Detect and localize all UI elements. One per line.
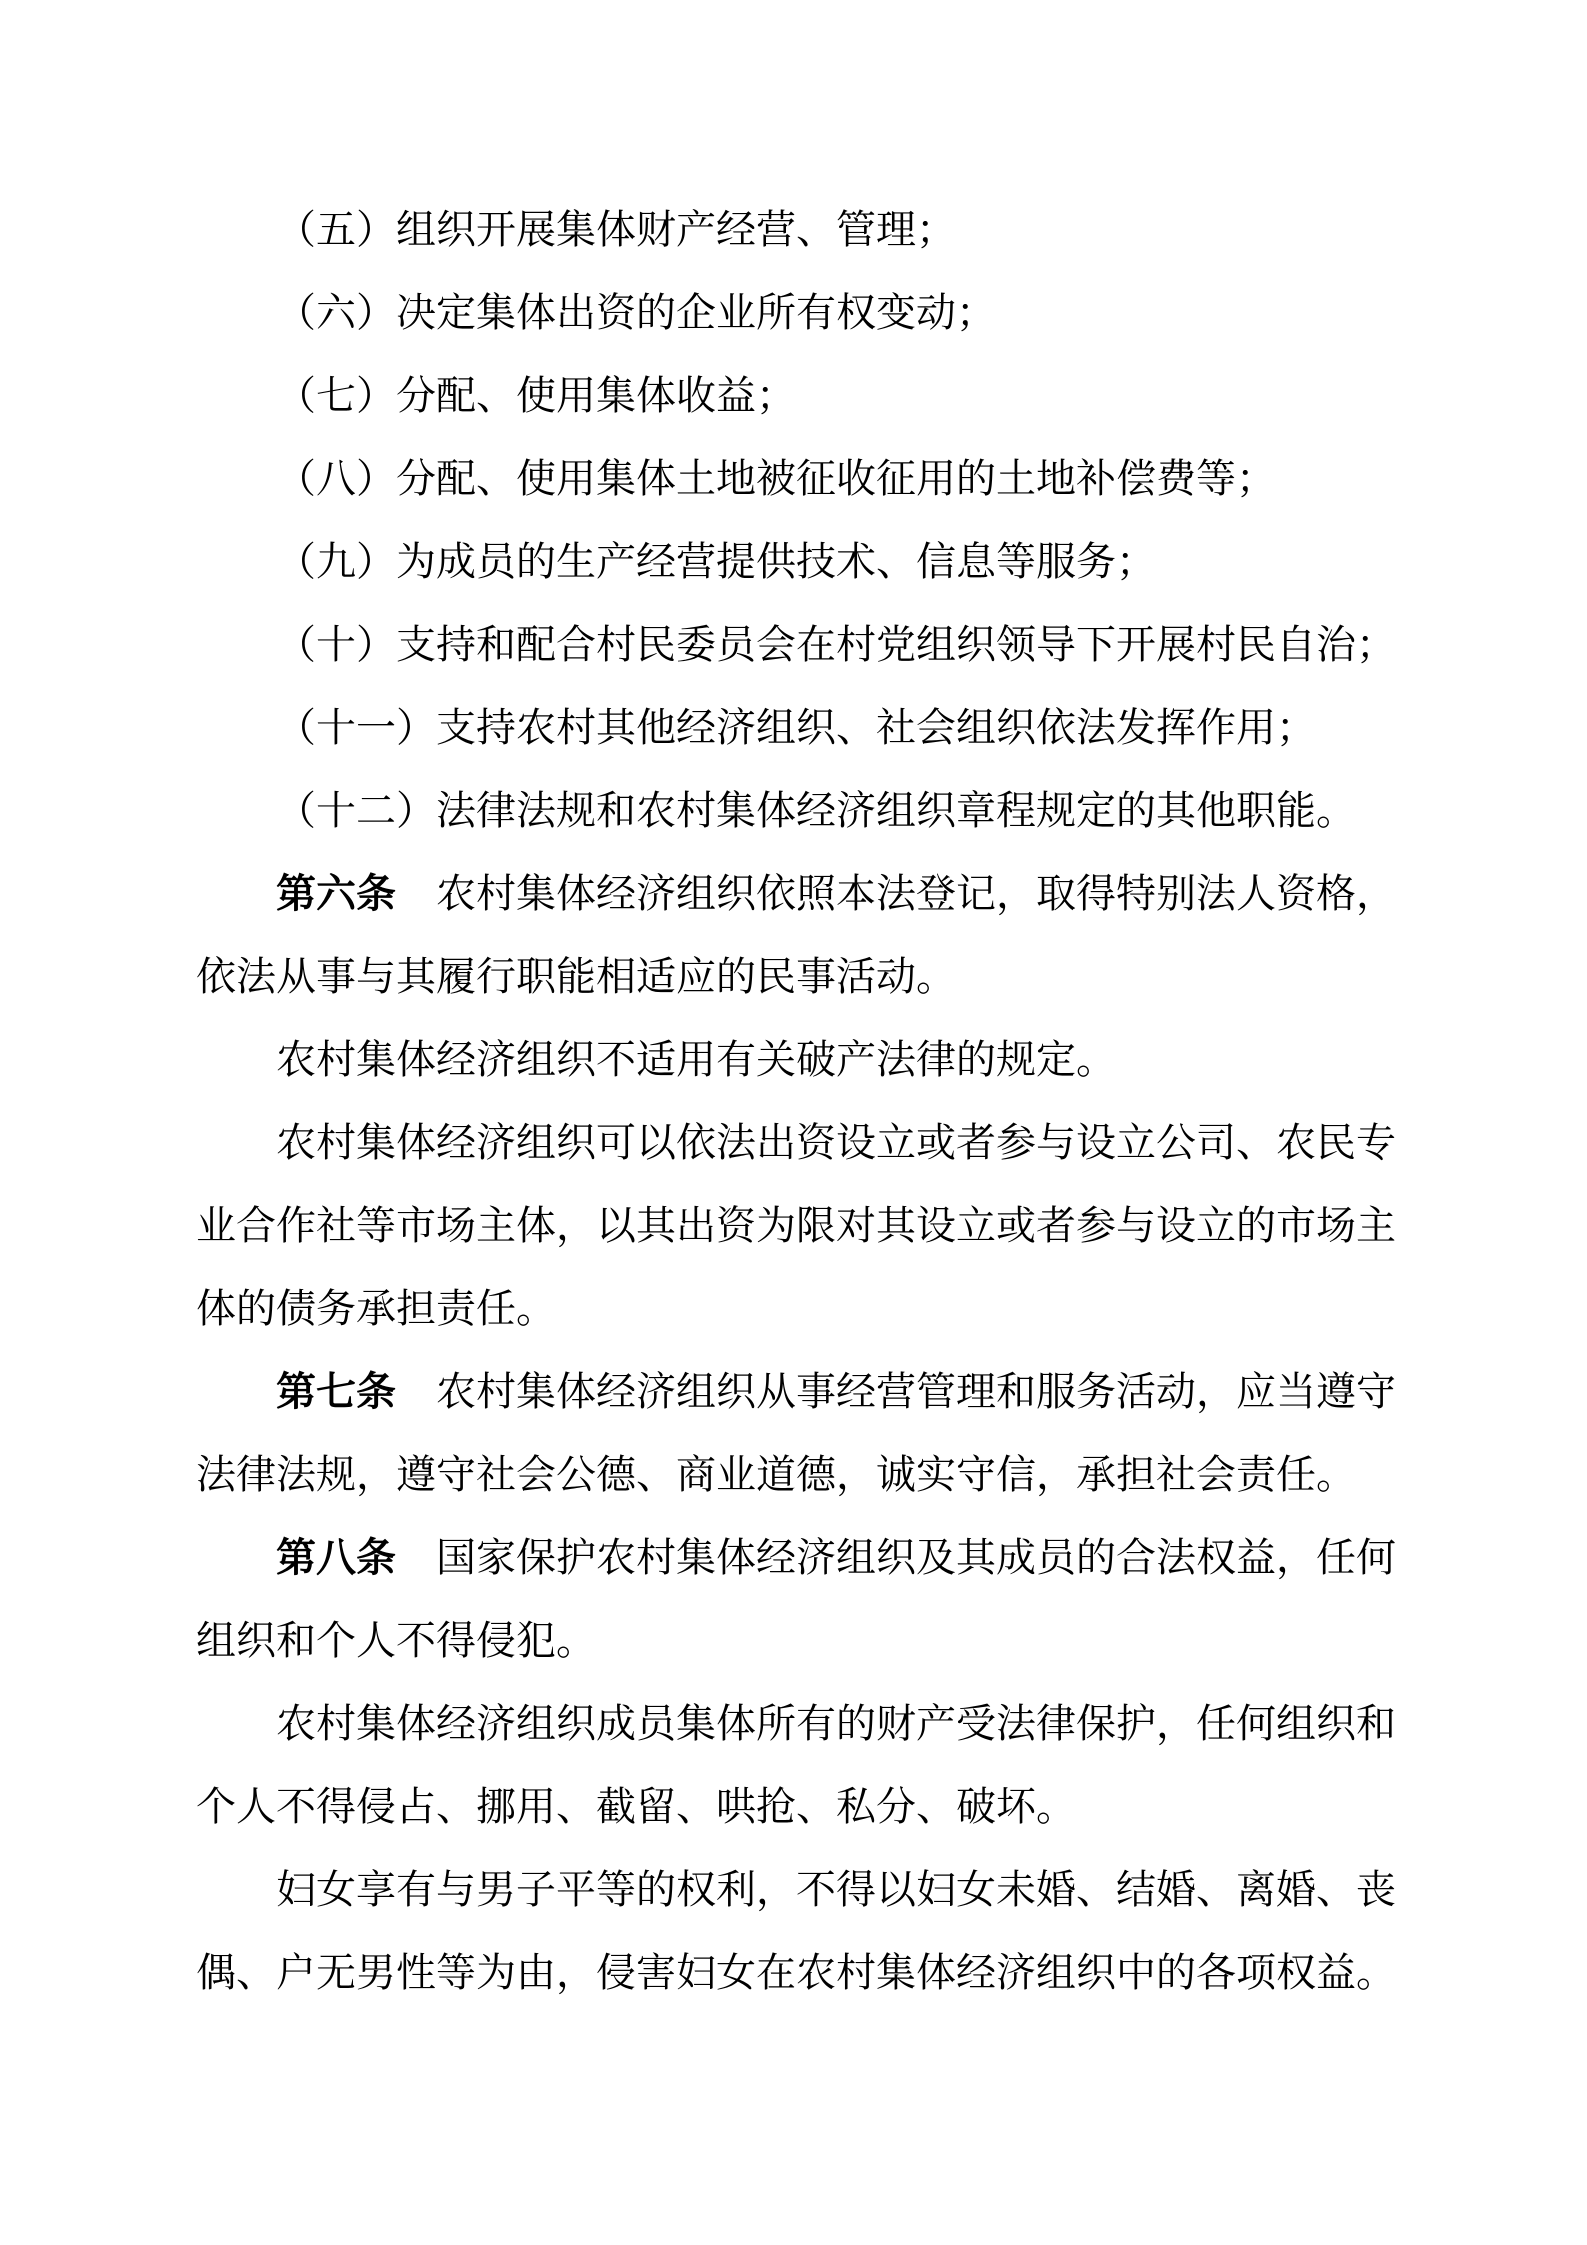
text-segment: 农村集体经济组织从事经营管理和服务活动，应当遵守: [396, 1369, 1396, 1414]
text-segment: （八）分配、使用集体土地被征收征用的土地补偿费等；: [276, 456, 1276, 501]
text-segment: 国家保护农村集体经济组织及其成员的合法权益，任何: [396, 1535, 1396, 1580]
text-segment: （十二）法律法规和农村集体经济组织章程规定的其他职能。: [276, 788, 1356, 833]
text-line: [196, 852, 1394, 935]
text-segment: 个人不得侵占、挪用、截留、哄抢、私分、破坏。: [196, 1784, 1076, 1829]
text-line: [196, 1599, 1394, 1682]
text-segment: （十一）支持农村其他经济组织、社会组织依法发挥作用；: [276, 705, 1316, 750]
document-text-block: [196, 188, 1394, 2014]
text-segment: （十）支持和配合村民委员会在村党组织领导下开展村民自治；: [276, 622, 1396, 667]
text-segment: （五）组织开展集体财产经营、管理；: [276, 207, 956, 252]
text-line: [196, 188, 1394, 271]
text-segment: 农村集体经济组织成员集体所有的财产受法律保护，任何组织和: [276, 1701, 1396, 1746]
article-number-label: 第八条: [276, 1536, 396, 1580]
text-line: [196, 769, 1394, 852]
text-line: [196, 686, 1394, 769]
text-line: [196, 935, 1394, 1018]
text-line: [196, 1184, 1394, 1267]
text-segment: （六）决定集体出资的企业所有权变动；: [276, 290, 996, 335]
text-line: [196, 271, 1394, 354]
text-segment: 依法从事与其履行职能相适应的民事活动。: [196, 954, 956, 999]
article-number-label: 第七条: [276, 1370, 396, 1414]
text-line: [196, 603, 1394, 686]
article-number-label: 第六条: [276, 872, 396, 916]
text-segment: 妇女享有与男子平等的权利，不得以妇女未婚、结婚、离婚、丧: [276, 1867, 1396, 1912]
text-segment: 农村集体经济组织不适用有关破产法律的规定。: [276, 1037, 1116, 1082]
text-line: [196, 1765, 1394, 1848]
text-line: [196, 520, 1394, 603]
text-segment: （七）分配、使用集体收益；: [276, 373, 796, 418]
text-segment: 农村集体经济组织依照本法登记，取得特别法人资格，: [396, 871, 1396, 916]
text-segment: 偶、户无男性等为由，侵害妇女在农村集体经济组织中的各项权益。: [196, 1950, 1396, 1995]
text-segment: （九）为成员的生产经营提供技术、信息等服务；: [276, 539, 1156, 584]
text-line: [196, 1433, 1394, 1516]
text-line: [196, 437, 1394, 520]
text-line: [196, 1101, 1394, 1184]
text-line: [196, 1848, 1394, 1931]
text-line: [196, 1931, 1394, 2014]
text-segment: 农村集体经济组织可以依法出资设立或者参与设立公司、农民专: [276, 1120, 1396, 1165]
text-line: [196, 1350, 1394, 1433]
text-segment: 法律法规，遵守社会公德、商业道德，诚实守信，承担社会责任。: [196, 1452, 1356, 1497]
text-line: [196, 354, 1394, 437]
text-line: [196, 1516, 1394, 1599]
text-segment: 业合作社等市场主体，以其出资为限对其设立或者参与设立的市场主: [196, 1203, 1396, 1248]
text-line: [196, 1018, 1394, 1101]
text-segment: 组织和个人不得侵犯。: [196, 1618, 596, 1663]
text-segment: 体的债务承担责任。: [196, 1286, 556, 1331]
text-line: [196, 1682, 1394, 1765]
text-line: [196, 1267, 1394, 1350]
